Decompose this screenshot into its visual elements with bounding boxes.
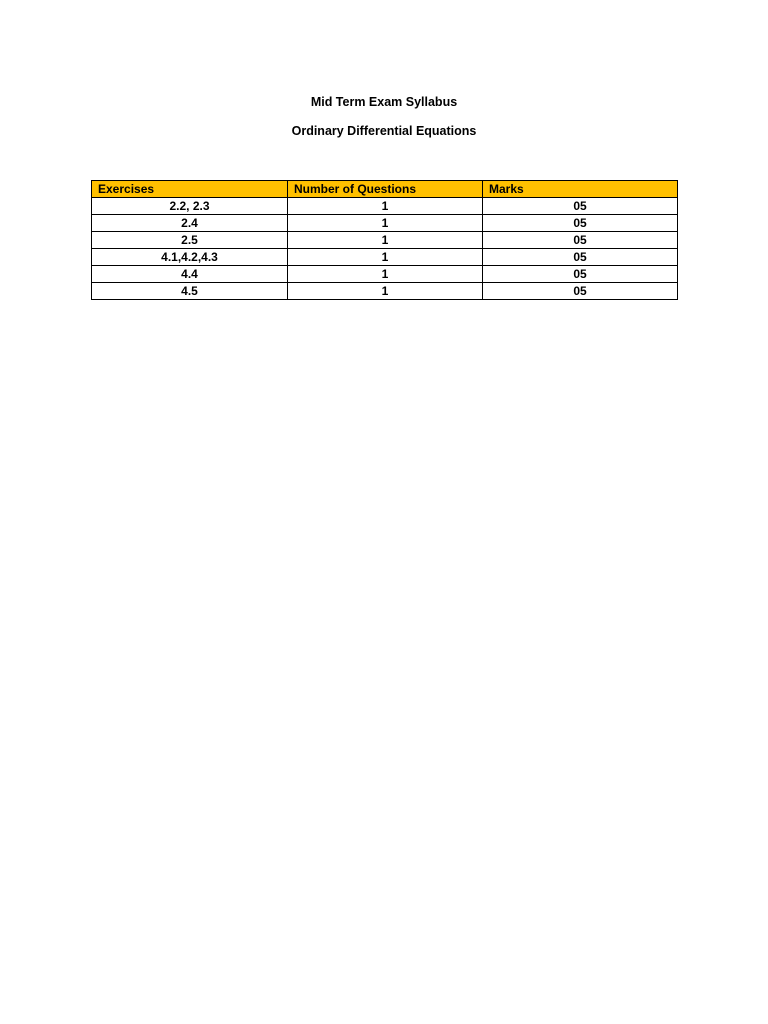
cell-number-of-questions: 1 — [288, 283, 483, 300]
table-row — [92, 283, 678, 300]
header-exercises: Exercises — [92, 181, 288, 198]
cell-number-of-questions: 1 — [288, 215, 483, 232]
table-row — [92, 198, 678, 215]
cell-exercises: 4.5 — [92, 283, 288, 300]
cell-number-of-questions: 1 — [288, 232, 483, 249]
cell-number-of-questions: 1 — [288, 266, 483, 283]
document-subtitle: Ordinary Differential Equations — [291, 124, 477, 138]
table-row — [92, 215, 678, 232]
cell-marks: 05 — [483, 266, 678, 283]
cell-number-of-questions: 1 — [288, 249, 483, 266]
cell-marks: 05 — [483, 232, 678, 249]
table-row — [92, 249, 678, 266]
cell-marks: 05 — [483, 215, 678, 232]
cell-marks: 05 — [483, 198, 678, 215]
document-title: Mid Term Exam Syllabus — [310, 95, 458, 109]
cell-number-of-questions: 1 — [288, 198, 483, 215]
cell-exercises: 2.5 — [92, 232, 288, 249]
cell-marks: 05 — [483, 283, 678, 300]
cell-exercises: 4.4 — [92, 266, 288, 283]
table-header-row — [92, 181, 678, 198]
header-number-of-questions: Number of Questions — [288, 181, 483, 198]
header-marks: Marks — [483, 181, 678, 198]
table-row — [92, 232, 678, 249]
syllabus-table — [91, 180, 678, 300]
cell-exercises: 4.1,4.2,4.3 — [92, 249, 288, 266]
table-row — [92, 266, 678, 283]
cell-marks: 05 — [483, 249, 678, 266]
cell-exercises: 2.4 — [92, 215, 288, 232]
cell-exercises: 2.2, 2.3 — [92, 198, 288, 215]
